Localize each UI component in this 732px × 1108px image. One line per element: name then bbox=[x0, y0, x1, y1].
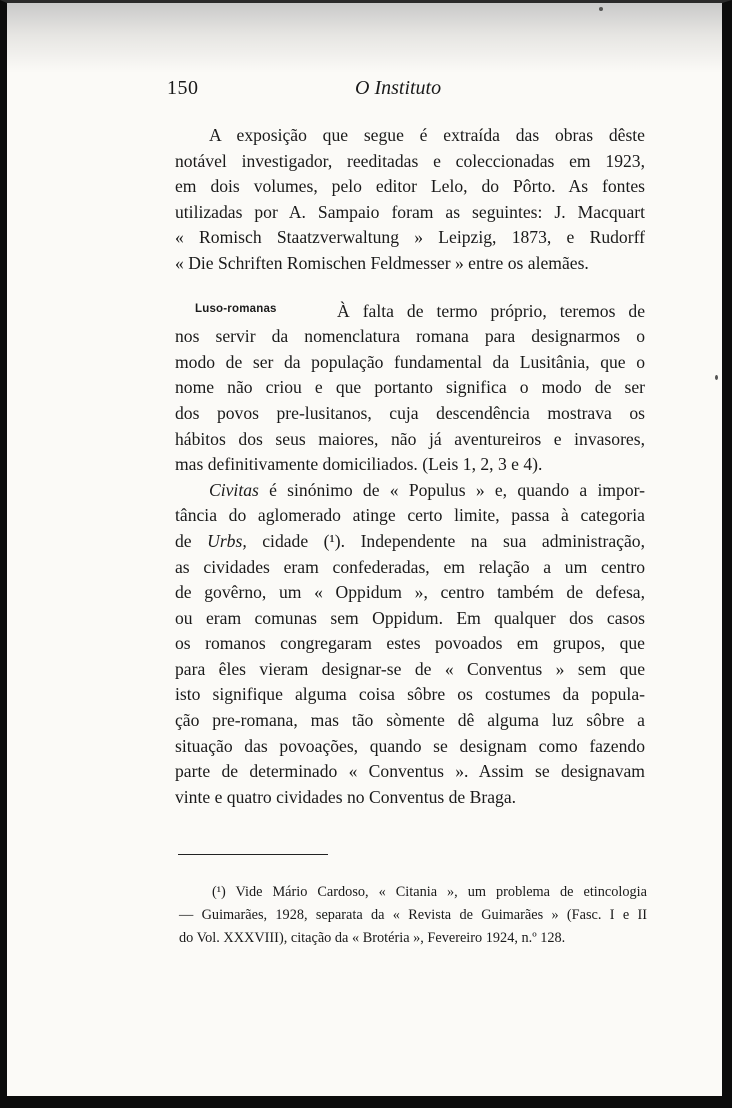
text-line: dos povos pre-lusitanos, cuja descendência mostrava os bbox=[175, 402, 645, 423]
text-line: ou eram comunas sem Oppidum. Em qualquer dos casos bbox=[175, 607, 645, 628]
text-line: isto signifique alguma coisa sôbre os costumes da popula- bbox=[175, 684, 645, 705]
paragraph-gap bbox=[175, 277, 645, 299]
text-line: utilizadas por A. Sampaio foram as seguintes: J. Macquart bbox=[175, 201, 645, 222]
text-fragment: é sinónimo de « Populus » e, quando a impor- bbox=[258, 479, 645, 500]
text-line: situação das povoações, quando se designam como fazendo bbox=[175, 735, 645, 756]
text-line: os romanos congregaram estes povoados em grupos, que bbox=[175, 633, 645, 654]
page-number: 150 bbox=[167, 77, 199, 99]
italic-term: Civitas bbox=[209, 479, 259, 500]
text-fragment: de bbox=[175, 530, 208, 551]
text-line: À falta de termo próprio, teremos de bbox=[337, 300, 645, 321]
dust-speck bbox=[599, 7, 603, 11]
text-line: notável investigador, reeditadas e coleccionadas em 1923, bbox=[175, 150, 645, 171]
text-line: mas definitivamente domiciliados. (Leis 1, 2, 3 e 4). bbox=[175, 454, 543, 475]
text-line: as cividades eram confederadas, em relação a um centro bbox=[175, 556, 645, 577]
text-line: tância do aglomerado atinge certo limite, passa à categoria bbox=[175, 505, 645, 526]
text-line bbox=[175, 529, 645, 555]
text-line: ção pre-romana, mas tão sòmente dê alguma luz sôbre a bbox=[175, 710, 645, 731]
running-title: O Instituto bbox=[355, 77, 442, 99]
scan-shadow bbox=[7, 3, 722, 73]
page-header bbox=[167, 77, 647, 107]
dust-speck bbox=[715, 375, 718, 380]
text-line: vinte e quatro cividades no Conventus de Braga. bbox=[175, 786, 517, 807]
text-line: « Die Schriften Romischen Feldmesser » entre os alemães. bbox=[175, 252, 589, 273]
footnote-rule bbox=[178, 854, 328, 855]
text-line: hábitos dos seus maiores, não já aventureiros e invasores, bbox=[175, 428, 645, 449]
text-line bbox=[175, 478, 645, 504]
text-line: nome não criou e que portanto significa o modo de ser bbox=[175, 377, 645, 398]
italic-term: Urbs, bbox=[207, 530, 247, 551]
footnote-line: — Guimarães, 1928, separata da « Revista de Guimarães » (Fasc. I e II bbox=[179, 907, 647, 923]
footnotes bbox=[179, 881, 647, 950]
side-heading: Luso-romanas bbox=[195, 302, 277, 315]
footnote-line: do Vol. XXXVIII), citação da « Brotéria », Fevereiro 1924, n.º 128. bbox=[179, 930, 566, 946]
footnote-line: (¹) Vide Mário Cardoso, « Citania », um problema de etincologia bbox=[212, 884, 647, 900]
section-heading-row bbox=[175, 299, 645, 325]
text-line: modo de ser da população fundamental da Lusitânia, que o bbox=[175, 351, 645, 372]
text-line: de govêrno, um « Oppidum », centro também de defesa, bbox=[175, 582, 645, 603]
text-line: parte de determinado « Conventus ». Assim se designavam bbox=[175, 761, 645, 782]
text-line: « Romisch Staatzverwaltung » Leipzig, 1873, e Rudorff bbox=[175, 227, 645, 248]
text-line: em dois volumes, pelo editor Lelo, do Pôrto. As fontes bbox=[175, 176, 645, 197]
text-fragment: cidade (¹). Independente na sua administração, bbox=[246, 530, 645, 551]
text-line: A exposição que segue é extraída das obras dêste bbox=[209, 125, 645, 145]
text-line: nos servir da nomenclatura romana para designarmos o bbox=[175, 326, 645, 347]
text-line: para êles vieram designar-se de « Conventus » sem que bbox=[175, 658, 645, 679]
body-text bbox=[175, 123, 645, 810]
